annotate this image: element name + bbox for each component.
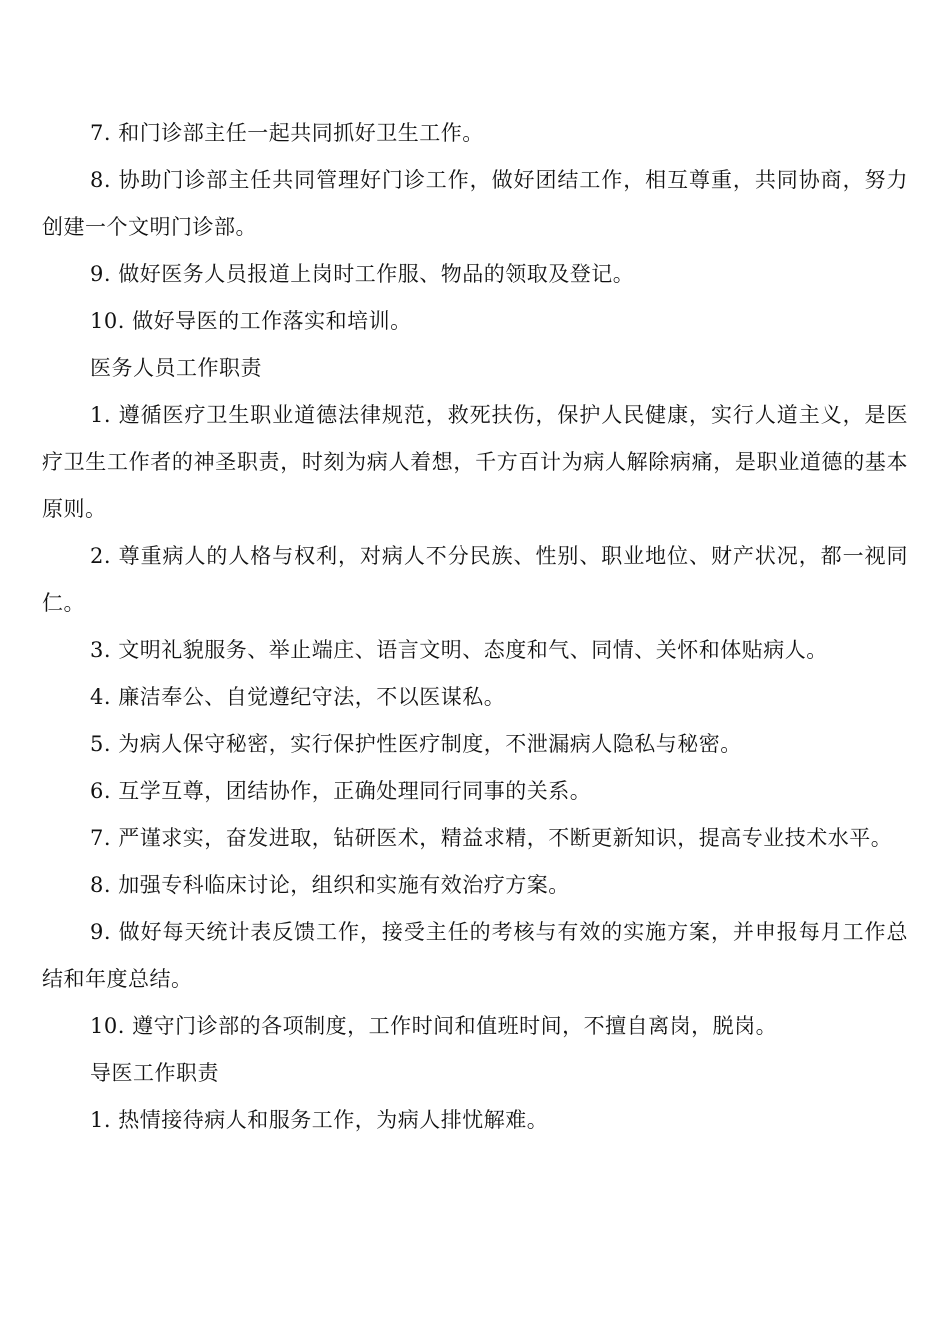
section-heading-medical-staff: 医务人员工作职责: [90, 356, 262, 380]
paragraph-guide-duty-1: 1. 热情接待病人和服务工作，为病人排忧解难。: [90, 1108, 549, 1132]
paragraph-staff-duty-2: 2. 尊重病人的人格与权利，对病人不分民族、性别、职业地位、财产状况，都一视同仁。: [42, 544, 908, 615]
paragraph-staff-duty-1: 1. 遵循医疗卫生职业道德法律规范，救死扶伤，保护人民健康，实行人道主义，是医疗卫生工作者的神圣职责，时刻为病人着想，千方百计为病人解除病痛，是职业道德的基本原则。: [42, 403, 908, 521]
paragraph-outpatient-duty-7: 7. 和门诊部主任一起共同抓好卫生工作。: [90, 121, 484, 145]
paragraph-staff-duty-4: 4. 廉洁奉公、自觉遵纪守法，不以医谋私。: [90, 685, 506, 709]
paragraph-staff-duty-3: 3. 文明礼貌服务、举止端庄、语言文明、态度和气、同情、关怀和体贴病人。: [90, 638, 828, 662]
paragraph-outpatient-duty-8: 8. 协助门诊部主任共同管理好门诊工作，做好团结工作，相互尊重，共同协商，努力创建一个文明门诊部。: [42, 168, 908, 239]
paragraph-staff-duty-8: 8. 加强专科临床讨论，组织和实施有效治疗方案。: [90, 873, 570, 897]
paragraph-staff-duty-9: 9. 做好每天统计表反馈工作，接受主任的考核与有效的实施方案，并申报每月工作总结和年度总结。: [42, 920, 908, 991]
document-body: [42, 110, 908, 1144]
paragraph-staff-duty-7: 7. 严谨求实，奋发进取，钻研医术，精益求精，不断更新知识，提高专业技术水平。: [90, 826, 893, 850]
paragraph-staff-duty-6: 6. 互学互尊，团结协作，正确处理同行同事的关系。: [90, 779, 592, 803]
paragraph-outpatient-duty-9: 9. 做好医务人员报道上岗时工作服、物品的领取及登记。: [90, 262, 635, 286]
paragraph-staff-duty-10: 10. 遵守门诊部的各项制度，工作时间和值班时间，不擅自离岗，脱岗。: [90, 1014, 778, 1038]
paragraph-outpatient-duty-10: 10. 做好导医的工作落实和培训。: [90, 309, 412, 333]
section-heading-guide: 导医工作职责: [90, 1061, 219, 1085]
paragraph-staff-duty-5: 5. 为病人保守秘密，实行保护性医疗制度，不泄漏病人隐私与秘密。: [90, 732, 742, 756]
